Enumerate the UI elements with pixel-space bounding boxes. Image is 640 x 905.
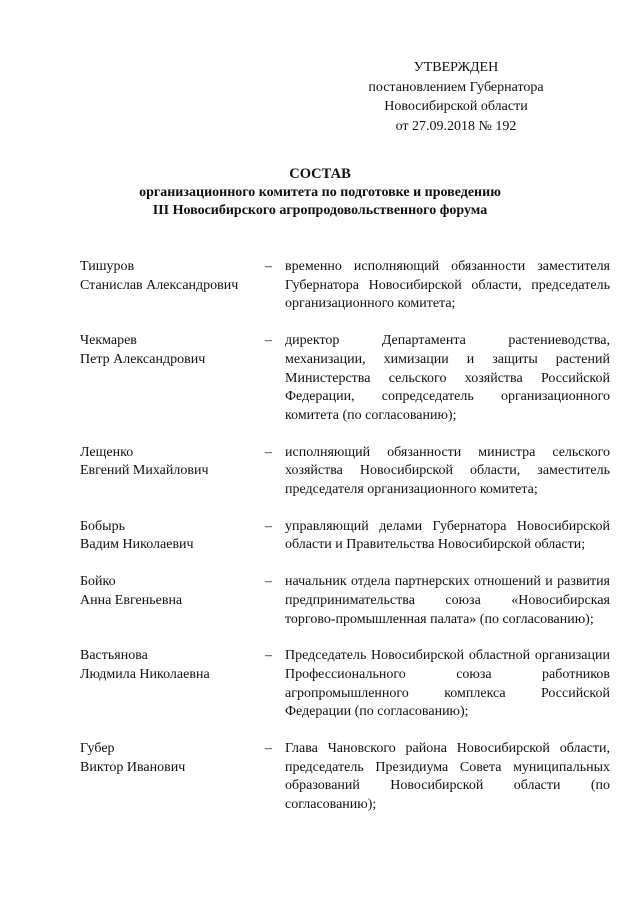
member-given-names: Станислав Александрович	[80, 277, 239, 293]
member-given-names: Евгений Михайлович	[80, 463, 209, 479]
approval-decree: постановлением Губернатора	[368, 79, 544, 95]
title-subheading-2: III Новосибирского агропродовольственного форума	[152, 203, 488, 218]
title-subheading-1: организационного комитета по подготовке и проведению	[139, 184, 501, 200]
approval-stamp	[336, 58, 576, 136]
member-name	[80, 740, 265, 777]
committee-members-list	[80, 258, 610, 833]
dash-separator: –	[265, 648, 272, 664]
member-surname: Бойко	[80, 574, 116, 590]
member-role: Председатель Новосибирской областной организации Профессионального союза работников агропромышленного комплекса Российской Федерации (по согласованию);	[285, 648, 610, 720]
dash-separator: –	[265, 574, 272, 590]
approval-region: Новосибирской области	[384, 99, 528, 114]
dash-separator: –	[265, 444, 272, 460]
member-entry	[80, 332, 610, 426]
member-name	[80, 518, 265, 555]
dash-separator: –	[265, 333, 272, 349]
member-surname: Лещенко	[80, 444, 134, 460]
member-surname: Тишуров	[80, 259, 135, 274]
member-name	[80, 332, 265, 369]
member-name	[80, 258, 265, 295]
member-entry	[80, 444, 610, 500]
member-role: Глава Чановского района Новосибирской области, председатель Президиума Совета муниципальных образований Новосибирской области (по согласованию);	[285, 741, 610, 813]
member-given-names: Вадим Николаевич	[80, 537, 194, 553]
member-entry	[80, 518, 610, 555]
member-role: управляющий делами Губернатора Новосибирской области и Правительства Новосибирской области;	[285, 518, 610, 553]
member-name	[80, 573, 265, 610]
member-name	[80, 647, 265, 684]
member-role: исполняющий обязанности министра сельского хозяйства Новосибирской области, заместитель председателя организационного комитета;	[285, 444, 610, 498]
member-given-names: Людмила Николаевна	[80, 666, 210, 682]
approval-heading: УТВЕРЖДЕН	[413, 60, 499, 75]
dash-separator: –	[265, 259, 272, 274]
member-entry	[80, 258, 610, 314]
member-surname: Чекмарев	[80, 333, 137, 349]
member-surname: Бобырь	[80, 518, 125, 534]
title-heading: СОСТАВ	[289, 166, 351, 182]
dash-separator: –	[265, 741, 272, 757]
member-entry	[80, 647, 610, 722]
dash-separator: –	[265, 518, 272, 534]
member-role: начальник отдела партнерских отношений и развития предпринимательства союза «Новосибирская торгово-промышленная палата» (по согласованию);	[285, 574, 610, 627]
member-role: директор Департамента растениеводства, механизации, химизации и защиты растений Министерства сельского хозяйства Российской Федерации, сопредседатель организационного комитета (по согласованию);	[285, 333, 610, 423]
member-surname: Губер	[80, 741, 115, 757]
member-given-names: Анна Евгеньевна	[80, 592, 183, 608]
document-title	[0, 165, 640, 221]
approval-date-number: от 27.09.2018 № 192	[395, 118, 517, 134]
member-surname: Вастьянова	[80, 648, 148, 664]
member-name	[80, 444, 265, 481]
member-role: временно исполняющий обязанности заместителя Губернатора Новосибирской области, председатель организационного комитета;	[285, 259, 610, 312]
member-given-names: Петр Александрович	[80, 351, 206, 367]
member-entry	[80, 573, 610, 629]
member-given-names: Виктор Иванович	[80, 759, 186, 775]
member-entry	[80, 740, 610, 815]
